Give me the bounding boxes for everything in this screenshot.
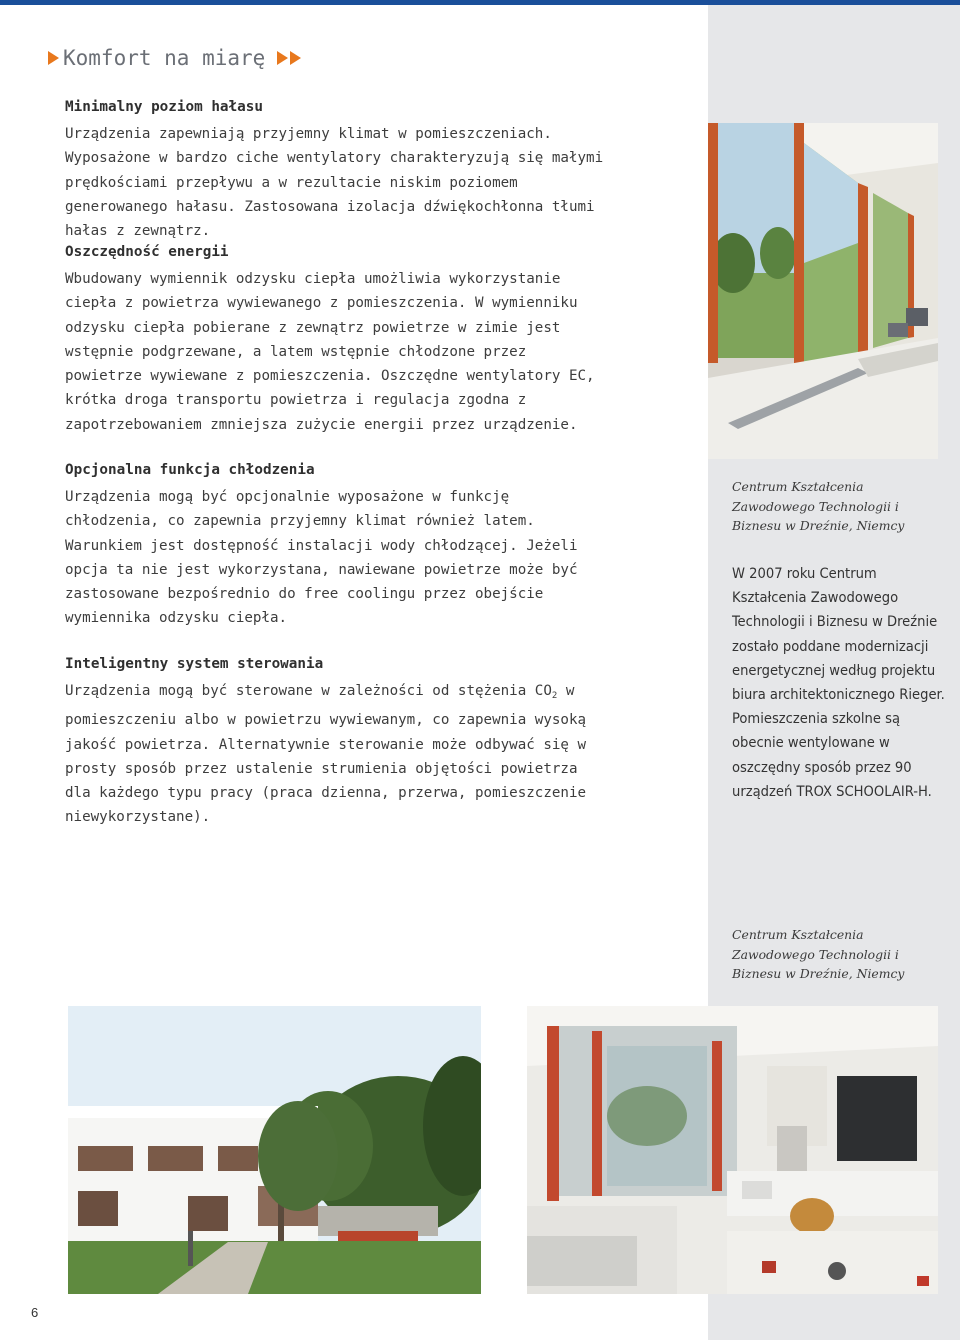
section-energy (65, 240, 605, 437)
section-cooling (65, 458, 605, 631)
section-heading: Opcjonalna funkcja chłodzenia (65, 462, 315, 478)
section-body: Urządzenia mogą być opcjonalnie wyposażone w funkcję chłodzenia, co zapewnia przyjemny klimat również latem. Warunkiem jest dostępność instalacji wody chłodzącej. Jeżeli opcja ta nie jest wykorzystana, nawiewane powietrze może być zastosowane bezpośrednio do free coolingu przez obejście wymiennika odzysku ciepła. (65, 489, 578, 627)
photo-caption-1: Centrum Kształcenia Zawodowego Technologii i Biznesu w Dreźnie, Niemcy (732, 479, 905, 533)
section-body: Urządzenia zapewniają przyjemny klimat w pomieszczeniach. Wyposażone w bardzo ciche wentylatory charakteryzują się małymi prędkościami przepływu a w rezultacie niskim poziomem generowanego hałasu. Zastosowana izolacja dźwiękochłonna tłumi hałas z zewnątrz. (65, 126, 604, 240)
page-number: 6 (31, 1305, 39, 1320)
page-title-text: Komfort na miarę (63, 46, 266, 70)
triangle-icon (48, 51, 59, 65)
section-noise (65, 95, 605, 243)
section-body: Wbudowany wymiennik odzysku ciepła umożliwia wykorzystanie ciepła z powietrza wywiewanego z pomieszczenia. W wymienniku odzysku ciepła pobierane z zewnątrz powietrze w zimie jest wstępnie podgrzewane, a latem wstępnie chłodzone przez powietrze wywiewane z pomieszczenia. Oszczędne wentylatory EC, krótka droga transportu powietrza i regulacja zgodna z zapotrzebowaniem zmniejsza zużycie energii przez urządzenie. (65, 271, 595, 433)
section-control (65, 652, 605, 830)
double-triangle-icon (277, 51, 301, 65)
sidebar-text: W 2007 roku Centrum Kształcenia Zawodowego Technologii i Biznesu w Dreźnie zostało poddane modernizacji energetycznej według projektu biura architektonicznego Rieger. Pomieszczenia szkolne są obecnie wentylowane w oszczędny sposób przez 90 urządzeń TROX SCHOOLAIR-H. (732, 565, 945, 800)
classroom-window-photo (708, 123, 938, 459)
section-body: Urządzenia mogą być sterowane w zależności od stężenia $CO_2$ w pomieszczeniu albo w powietrzu wywiewanym, co zapewnia wysoką jakość powietrza. Alternatywnie sterowanie może odbywać się w prosty sposób przez ustalenie strumienia objętości powietrza dla każdego typu pracy (praca dzienna, przerwa, pomieszczenie niewykorzystane). (65, 683, 587, 826)
section-heading: Minimalny poziom hałasu (65, 99, 263, 115)
section-heading: Inteligentny system sterowania (65, 656, 324, 672)
photo-caption-2: Centrum Kształcenia Zawodowego Technologii i Biznesu w Dreźnie, Niemcy (732, 927, 905, 981)
lab-classroom-photo (527, 1006, 938, 1294)
section-heading: Oszczędność energii (65, 244, 229, 260)
page-title (48, 46, 301, 70)
building-exterior-photo (68, 1006, 481, 1294)
